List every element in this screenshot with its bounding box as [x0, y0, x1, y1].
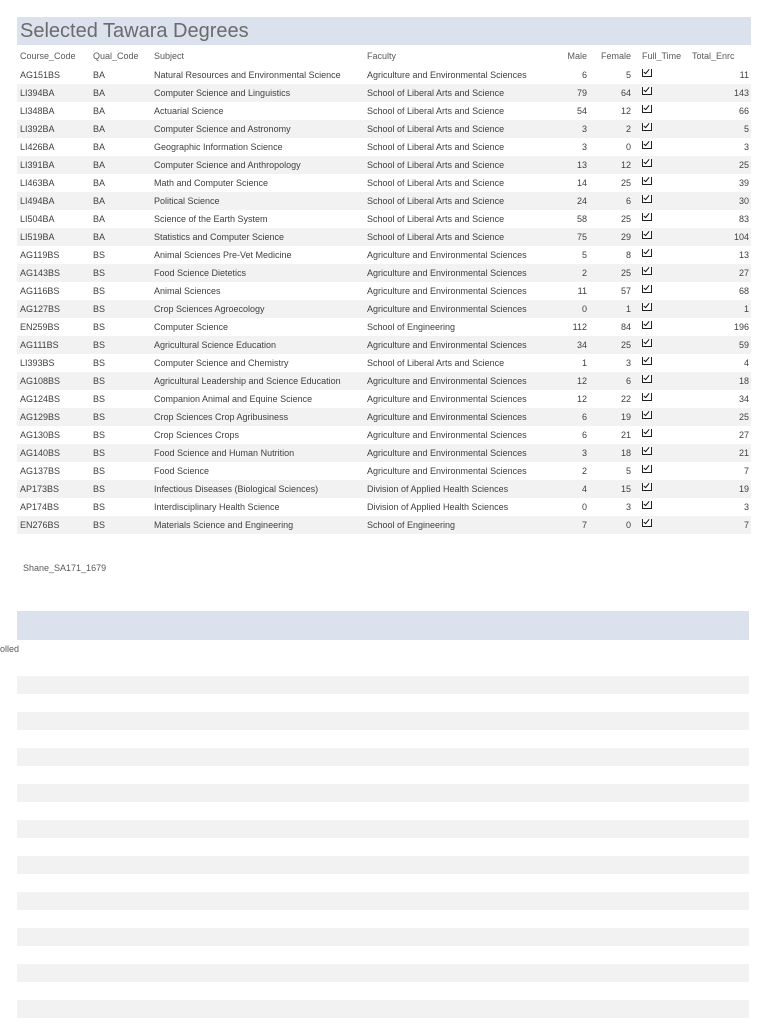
- cell-female: 6: [625, 376, 631, 386]
- cell-subject: Computer Science and Chemistry: [154, 358, 289, 368]
- cell-total-enrolled: 25: [738, 160, 749, 170]
- full-time-checkbox[interactable]: [642, 141, 652, 149]
- cell-faculty: School of Liberal Arts and Science: [367, 178, 505, 188]
- report-header-band: [17, 17, 751, 45]
- cell-total-enrolled: 39: [738, 178, 749, 188]
- col-header-subject: Subject: [154, 50, 185, 61]
- cell-female: 25: [620, 340, 631, 350]
- second-report-header-band: [17, 611, 749, 640]
- cell-course-code: AG116BS: [20, 286, 60, 296]
- cell-subject: Infectious Diseases (Biological Sciences): [154, 484, 319, 494]
- cell-male: 6: [581, 412, 587, 422]
- cell-faculty: Division of Applied Health Sciences: [367, 502, 509, 512]
- cell-faculty: School of Liberal Arts and Science: [367, 358, 505, 368]
- cell-female: 25: [620, 214, 631, 224]
- cell-qual-code: BA: [93, 178, 106, 188]
- cell-faculty: Agriculture and Environmental Sciences: [367, 448, 527, 458]
- cell-subject: Interdisciplinary Health Science: [154, 502, 280, 512]
- cell-qual-code: BA: [93, 160, 106, 170]
- cell-faculty: School of Liberal Arts and Science: [367, 214, 505, 224]
- cell-qual-code: BS: [93, 358, 106, 368]
- cell-qual-code: BA: [93, 196, 106, 206]
- cell-total-enrolled: 13: [738, 250, 749, 260]
- cell-total-enrolled: 3: [743, 142, 749, 152]
- table-row: [17, 246, 751, 264]
- cell-male: 4: [581, 484, 587, 494]
- cell-faculty: Division of Applied Health Sciences: [367, 484, 509, 494]
- empty-row: [17, 820, 749, 838]
- full-time-checkbox[interactable]: [642, 465, 652, 473]
- cell-course-code: LI394BA: [20, 88, 55, 98]
- cell-full-time: [634, 195, 684, 207]
- table-row: [17, 84, 751, 102]
- cell-subject: Food Science: [154, 466, 210, 476]
- cell-full-time: [634, 159, 684, 171]
- full-time-checkbox[interactable]: [642, 447, 652, 455]
- cell-total-enrolled: 66: [738, 106, 749, 116]
- cell-faculty: Agriculture and Environmental Sciences: [367, 70, 527, 80]
- full-time-checkbox[interactable]: [642, 519, 652, 527]
- cell-course-code: LI393BS: [20, 358, 55, 368]
- cell-subject: Political Science: [154, 196, 220, 206]
- cell-male: 24: [576, 196, 587, 206]
- cell-faculty: School of Liberal Arts and Science: [367, 88, 505, 98]
- cell-full-time: [634, 267, 684, 279]
- empty-row: [17, 712, 749, 730]
- full-time-checkbox[interactable]: [642, 267, 652, 275]
- cell-female: 64: [620, 88, 631, 98]
- cell-subject: Companion Animal and Equine Science: [154, 394, 313, 404]
- cell-subject: Agricultural Leadership and Science Education: [154, 376, 341, 386]
- cell-course-code: AG111BS: [20, 340, 59, 350]
- cell-faculty: Agriculture and Environmental Sciences: [367, 412, 527, 422]
- cell-full-time: [634, 69, 684, 81]
- cell-course-code: AG129BS: [20, 412, 61, 422]
- cell-course-code: LI348BA: [20, 106, 55, 116]
- cell-total-enrolled: 11: [739, 70, 749, 80]
- full-time-checkbox[interactable]: [642, 249, 652, 257]
- cell-total-enrolled: 21: [738, 448, 749, 458]
- cell-full-time: [634, 375, 684, 387]
- full-time-checkbox[interactable]: [642, 303, 652, 311]
- cell-male: 7: [581, 520, 587, 530]
- table-row: [17, 390, 751, 408]
- cell-total-enrolled: 7: [743, 520, 749, 530]
- cell-qual-code: BS: [93, 268, 106, 278]
- cell-full-time: [634, 339, 684, 351]
- cell-male: 12: [576, 394, 587, 404]
- cell-course-code: AG137BS: [20, 466, 61, 476]
- col-header-faculty: Faculty: [367, 50, 397, 61]
- cell-qual-code: BS: [93, 484, 106, 494]
- cell-male: 0: [581, 304, 587, 314]
- full-time-checkbox[interactable]: [642, 123, 652, 131]
- cell-subject: Food Science and Human Nutrition: [154, 448, 295, 458]
- cell-course-code: LI391BA: [20, 160, 55, 170]
- cell-full-time: [634, 393, 684, 405]
- cell-faculty: School of Liberal Arts and Science: [367, 196, 505, 206]
- cell-subject: Computer Science: [154, 322, 229, 332]
- cell-full-time: [634, 357, 684, 369]
- cell-male: 6: [581, 70, 587, 80]
- cell-female: 2: [625, 124, 631, 134]
- cell-qual-code: BS: [93, 466, 106, 476]
- cell-course-code: LI463BA: [20, 178, 55, 188]
- table-row: [17, 102, 751, 120]
- full-time-checkbox[interactable]: [642, 501, 652, 509]
- cell-qual-code: BA: [93, 106, 106, 116]
- cell-qual-code: BA: [93, 70, 106, 80]
- cell-female: 5: [625, 70, 631, 80]
- cell-total-enrolled: 7: [743, 466, 749, 476]
- table-row: [17, 66, 751, 84]
- cell-total-enrolled: 27: [738, 268, 749, 278]
- table-row: [17, 174, 751, 192]
- second-report: [0, 611, 749, 654]
- cell-faculty: Agriculture and Environmental Sciences: [367, 304, 527, 314]
- col-header-full-time: Full_Time: [642, 50, 682, 61]
- cell-course-code: AG143BS: [20, 268, 61, 278]
- cell-female: 6: [625, 196, 631, 206]
- table-row: [17, 228, 751, 246]
- cell-qual-code: BS: [93, 394, 106, 404]
- cell-qual-code: BA: [93, 88, 106, 98]
- cell-subject: Geographic Information Science: [154, 142, 283, 152]
- cell-faculty: School of Liberal Arts and Science: [367, 160, 505, 170]
- report-title: Selected Tawara Degrees: [20, 19, 249, 42]
- table-row: [17, 282, 751, 300]
- empty-row: [17, 856, 749, 874]
- full-time-checkbox[interactable]: [642, 177, 652, 185]
- table-body: [17, 66, 751, 534]
- cell-total-enrolled: 104: [733, 232, 749, 242]
- cell-male: 75: [576, 232, 587, 242]
- full-time-checkbox[interactable]: [642, 429, 652, 437]
- cell-full-time: [634, 285, 684, 297]
- table-row: [17, 480, 751, 498]
- cell-male: 3: [581, 448, 587, 458]
- full-time-checkbox[interactable]: [642, 213, 652, 221]
- cell-full-time: [634, 249, 684, 261]
- cell-course-code: AP174BS: [20, 502, 60, 512]
- cell-male: 3: [581, 124, 587, 134]
- cell-total-enrolled: 4: [743, 358, 749, 368]
- cell-male: 58: [576, 214, 587, 224]
- cell-male: 3: [581, 142, 587, 152]
- cell-full-time: [634, 177, 684, 189]
- cell-qual-code: BS: [93, 250, 106, 260]
- cell-female: 19: [620, 412, 631, 422]
- table-row: [17, 120, 751, 138]
- table-row: [17, 192, 751, 210]
- cell-subject: Math and Computer Science: [154, 178, 269, 188]
- cell-total-enrolled: 18: [738, 376, 749, 386]
- cell-subject: Animal Sciences: [154, 286, 221, 296]
- partial-column-header: olled: [0, 644, 20, 654]
- cell-course-code: LI494BA: [20, 196, 55, 206]
- cell-full-time: [634, 519, 684, 531]
- full-time-checkbox[interactable]: [642, 285, 652, 293]
- cell-qual-code: BS: [93, 376, 106, 386]
- table-row: [17, 462, 751, 480]
- cell-female: 15: [620, 484, 631, 494]
- cell-subject: Natural Resources and Environmental Science: [154, 70, 341, 80]
- cell-total-enrolled: 59: [738, 340, 749, 350]
- cell-qual-code: BS: [93, 448, 106, 458]
- cell-faculty: Agriculture and Environmental Sciences: [367, 466, 527, 476]
- cell-female: 25: [620, 178, 631, 188]
- full-time-checkbox[interactable]: [642, 375, 652, 383]
- cell-faculty: Agriculture and Environmental Sciences: [367, 340, 527, 350]
- cell-course-code: LI392BA: [20, 124, 55, 134]
- cell-subject: Crop Sciences Crops: [154, 430, 240, 440]
- col-header-qual-code: Qual_Code: [93, 50, 139, 61]
- full-time-checkbox[interactable]: [642, 393, 652, 401]
- cell-female: 0: [625, 520, 631, 530]
- cell-full-time: [634, 303, 684, 315]
- table-row: [17, 354, 751, 372]
- cell-female: 0: [625, 142, 631, 152]
- cell-female: 12: [620, 106, 631, 116]
- empty-row: [17, 928, 749, 946]
- cell-subject: Animal Sciences Pre-Vet Medicine: [154, 250, 292, 260]
- column-header-row: [17, 45, 751, 66]
- cell-subject: Science of the Earth System: [154, 214, 268, 224]
- cell-female: 21: [620, 430, 631, 440]
- full-time-checkbox[interactable]: [642, 231, 652, 239]
- cell-full-time: [634, 501, 684, 513]
- table-row: [17, 498, 751, 516]
- cell-faculty: Agriculture and Environmental Sciences: [367, 286, 527, 296]
- cell-male: 112: [572, 322, 587, 332]
- table-row: [17, 408, 751, 426]
- table-row: [17, 426, 751, 444]
- cell-qual-code: BS: [93, 412, 106, 422]
- cell-qual-code: BS: [93, 286, 106, 296]
- cell-full-time: [634, 465, 684, 477]
- table-row: [17, 210, 751, 228]
- cell-course-code: AG108BS: [20, 376, 61, 386]
- table-row: [17, 156, 751, 174]
- cell-total-enrolled: 68: [738, 286, 749, 296]
- full-time-checkbox[interactable]: [642, 321, 652, 329]
- cell-total-enrolled: 25: [738, 412, 749, 422]
- cell-faculty: School of Engineering: [367, 322, 456, 332]
- cell-male: 54: [576, 106, 587, 116]
- cell-qual-code: BA: [93, 142, 106, 152]
- cell-course-code: LI426BA: [20, 142, 55, 152]
- cell-course-code: EN259BS: [20, 322, 60, 332]
- cell-full-time: [634, 411, 684, 423]
- report-footer: Shane_SA171_1679: [23, 563, 107, 573]
- cell-faculty: School of Liberal Arts and Science: [367, 106, 505, 116]
- cell-qual-code: BS: [93, 502, 106, 512]
- full-time-checkbox[interactable]: [642, 195, 652, 203]
- cell-full-time: [634, 321, 684, 333]
- cell-subject: Computer Science and Astronomy: [154, 124, 291, 134]
- cell-subject: Computer Science and Anthropology: [154, 160, 301, 170]
- cell-female: 22: [620, 394, 631, 404]
- cell-male: 79: [576, 88, 587, 98]
- cell-course-code: LI519BA: [20, 232, 55, 242]
- cell-female: 3: [625, 502, 631, 512]
- cell-subject: Statistics and Computer Science: [154, 232, 285, 242]
- degrees-report: [17, 17, 751, 534]
- cell-faculty: Agriculture and Environmental Sciences: [367, 430, 527, 440]
- cell-male: 5: [581, 250, 587, 260]
- full-time-checkbox[interactable]: [642, 357, 652, 365]
- cell-female: 29: [620, 232, 631, 242]
- cell-subject: Agricultural Science Education: [154, 340, 277, 350]
- cell-faculty: School of Liberal Arts and Science: [367, 124, 505, 134]
- cell-faculty: School of Liberal Arts and Science: [367, 232, 505, 242]
- cell-course-code: LI504BA: [20, 214, 55, 224]
- cell-course-code: AG140BS: [20, 448, 61, 458]
- cell-full-time: [634, 213, 684, 225]
- cell-course-code: AG127BS: [20, 304, 61, 314]
- col-header-course-code: Course_Code: [20, 50, 76, 61]
- table-row: [17, 444, 751, 462]
- table-row: [17, 300, 751, 318]
- cell-qual-code: BS: [93, 322, 106, 332]
- cell-course-code: AG119BS: [20, 250, 60, 260]
- cell-total-enrolled: 3: [743, 502, 749, 512]
- table-row: [17, 516, 751, 534]
- cell-subject: Computer Science and Linguistics: [154, 88, 291, 98]
- cell-qual-code: BA: [93, 214, 106, 224]
- cell-male: 14: [576, 178, 587, 188]
- cell-full-time: [634, 123, 684, 135]
- full-time-checkbox[interactable]: [642, 69, 652, 77]
- empty-row: [17, 676, 749, 694]
- col-header-total: Total_Enrc: [692, 50, 735, 61]
- cell-full-time: [634, 483, 684, 495]
- cell-male: 11: [577, 286, 587, 296]
- cell-total-enrolled: 143: [733, 88, 749, 98]
- cell-male: 12: [576, 376, 587, 386]
- cell-male: 0: [581, 502, 587, 512]
- full-time-checkbox[interactable]: [642, 105, 652, 113]
- full-time-checkbox[interactable]: [642, 159, 652, 167]
- cell-subject: Crop Sciences Crop Agribusiness: [154, 412, 289, 422]
- cell-faculty: School of Engineering: [367, 520, 456, 530]
- cell-female: 3: [625, 358, 631, 368]
- table-row: [17, 336, 751, 354]
- full-time-checkbox[interactable]: [642, 339, 652, 347]
- table-row: [17, 138, 751, 156]
- table-row: [17, 372, 751, 390]
- cell-course-code: AG124BS: [20, 394, 61, 404]
- cell-qual-code: BS: [93, 430, 106, 440]
- cell-subject: Food Science Dietetics: [154, 268, 247, 278]
- cell-full-time: [634, 429, 684, 441]
- cell-course-code: AG151BS: [20, 70, 61, 80]
- cell-course-code: EN276BS: [20, 520, 60, 530]
- cell-qual-code: BS: [93, 520, 106, 530]
- full-time-checkbox[interactable]: [642, 411, 652, 419]
- table-row: [17, 264, 751, 282]
- cell-full-time: [634, 447, 684, 459]
- cell-course-code: AP173BS: [20, 484, 60, 494]
- cell-total-enrolled: 19: [738, 484, 749, 494]
- cell-total-enrolled: 1: [743, 304, 749, 314]
- cell-male: 34: [576, 340, 587, 350]
- cell-qual-code: BS: [93, 304, 106, 314]
- cell-faculty: Agriculture and Environmental Sciences: [367, 268, 527, 278]
- cell-female: 18: [620, 448, 631, 458]
- empty-row: [17, 748, 749, 766]
- cell-female: 25: [620, 268, 631, 278]
- cell-male: 1: [581, 358, 587, 368]
- cell-total-enrolled: 34: [738, 394, 749, 404]
- cell-full-time: [634, 105, 684, 117]
- cell-qual-code: BA: [93, 124, 106, 134]
- cell-total-enrolled: 27: [738, 430, 749, 440]
- col-header-female: Female: [600, 50, 631, 61]
- cell-total-enrolled: 30: [738, 196, 749, 206]
- cell-full-time: [634, 87, 684, 99]
- empty-row: [17, 1000, 749, 1018]
- empty-row: [17, 964, 749, 982]
- col-header-male: Male: [567, 50, 587, 61]
- cell-total-enrolled: 83: [738, 214, 749, 224]
- cell-faculty: Agriculture and Environmental Sciences: [367, 250, 527, 260]
- cell-male: 2: [581, 466, 587, 476]
- cell-female: 57: [620, 286, 631, 296]
- cell-female: 5: [625, 466, 631, 476]
- cell-female: 84: [620, 322, 631, 332]
- cell-qual-code: BS: [93, 340, 106, 350]
- cell-male: 2: [581, 268, 587, 278]
- cell-subject: Actuarial Science: [154, 106, 224, 116]
- cell-total-enrolled: 5: [743, 124, 749, 134]
- cell-full-time: [634, 141, 684, 153]
- cell-female: 12: [620, 160, 631, 170]
- cell-qual-code: BA: [93, 232, 106, 242]
- empty-row: [17, 892, 749, 910]
- cell-course-code: AG130BS: [20, 430, 61, 440]
- cell-female: 1: [625, 304, 631, 314]
- cell-full-time: [634, 231, 684, 243]
- cell-faculty: School of Liberal Arts and Science: [367, 142, 505, 152]
- cell-male: 6: [581, 430, 587, 440]
- full-time-checkbox[interactable]: [642, 483, 652, 491]
- table-row: [17, 318, 751, 336]
- empty-row: [17, 784, 749, 802]
- cell-subject: Crop Sciences Agroecology: [154, 304, 265, 314]
- cell-subject: Materials Science and Engineering: [154, 520, 294, 530]
- cell-faculty: Agriculture and Environmental Sciences: [367, 394, 527, 404]
- cell-male: 13: [576, 160, 587, 170]
- cell-female: 8: [625, 250, 631, 260]
- cell-faculty: Agriculture and Environmental Sciences: [367, 376, 527, 386]
- full-time-checkbox[interactable]: [642, 87, 652, 95]
- cell-total-enrolled: 196: [733, 322, 749, 332]
